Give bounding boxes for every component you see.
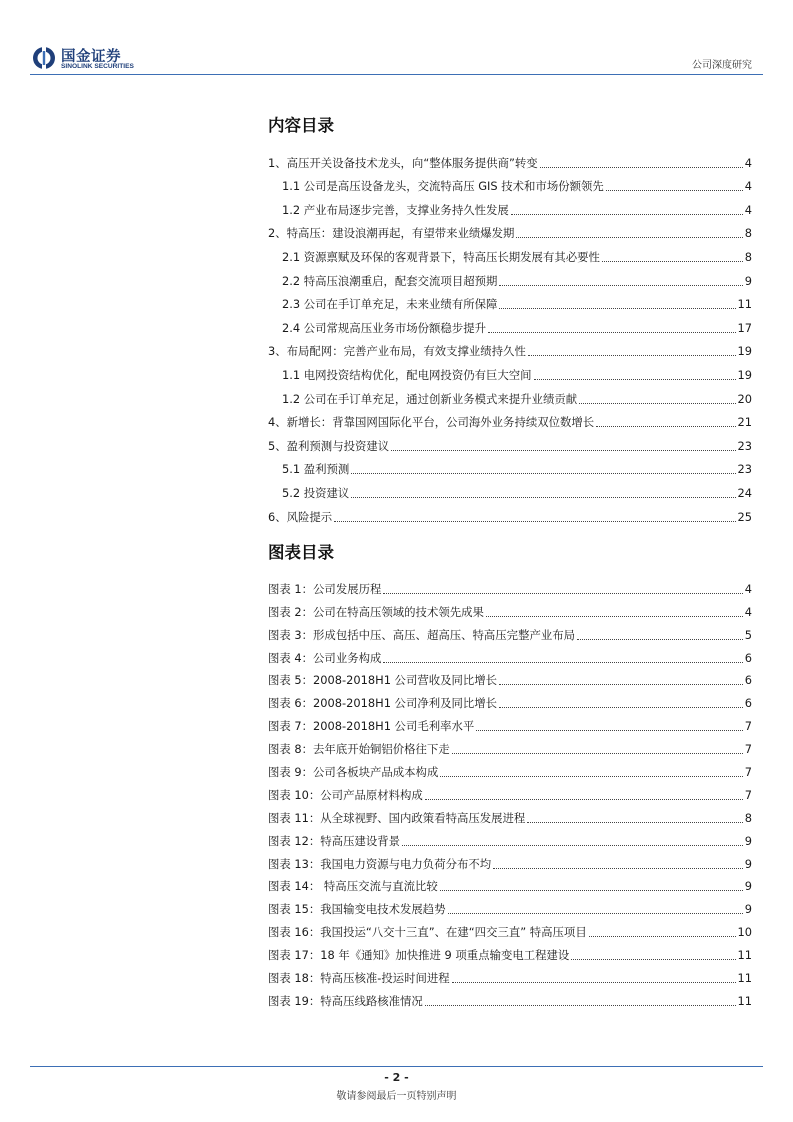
table-of-contents (268, 114, 752, 525)
dot-leader (571, 958, 735, 960)
dot-leader (425, 798, 743, 800)
figure-entry-page: 6 (744, 696, 752, 711)
figure-entry-page: 6 (744, 673, 752, 688)
dot-leader (383, 661, 742, 663)
dot-leader (499, 307, 735, 309)
figure-entry-title: 图表 11：从全球视野、国内政策看特高压发展进程 (268, 810, 526, 825)
figure-entry[interactable] (268, 666, 752, 689)
footer-divider (30, 1066, 763, 1067)
toc-entry-title: 6、风险提示 (268, 509, 333, 524)
figure-entry[interactable] (268, 688, 752, 711)
dot-leader (511, 213, 743, 215)
dot-leader (527, 821, 742, 823)
dot-leader (589, 935, 736, 937)
figure-entry[interactable] (268, 849, 752, 872)
figure-entry-title: 图表 12：特高压建设背景 (268, 833, 401, 848)
figure-entry[interactable] (268, 940, 752, 963)
figure-entry-page: 9 (744, 879, 752, 894)
dot-leader (452, 752, 743, 754)
toc-entry[interactable] (268, 171, 752, 195)
figure-entry-title: 图表 6：2008-2018H1 公司净利及同比增长 (268, 696, 498, 711)
figure-entry-page: 8 (744, 810, 752, 825)
toc-entry-page: 23 (737, 438, 752, 453)
toc-entry-page: 4 (744, 179, 752, 194)
toc-entry-title: 1.1 公司是高压设备龙头，交流特高压 GIS 技术和市场份额领先 (282, 179, 604, 194)
figure-entry-title: 图表 5：2008-2018H1 公司营收及同比增长 (268, 673, 498, 688)
toc-entry[interactable] (268, 477, 752, 501)
logo-chinese-name: 国金证券 (61, 49, 121, 65)
toc-entry-page: 4 (744, 202, 752, 217)
figure-entry[interactable] (268, 574, 752, 597)
figure-list (268, 574, 752, 1009)
figure-entry-page: 5 (744, 627, 752, 642)
dot-leader (425, 1004, 736, 1006)
figure-entry-page: 7 (744, 719, 752, 734)
figure-entry[interactable] (268, 872, 752, 895)
dot-leader (596, 425, 735, 427)
page-header (0, 0, 793, 80)
logo-english-name: SINOLINK SECURITIES (61, 63, 134, 70)
toc-entry-page: 17 (737, 320, 752, 335)
toc-entry-page: 21 (737, 415, 752, 430)
dot-leader (516, 236, 742, 238)
toc-entry-page: 8 (744, 226, 752, 241)
toc-entry-title: 1.2 产业布局逐步完善，支撑业务持久性发展 (282, 202, 509, 217)
dot-leader (499, 284, 742, 286)
dot-leader (351, 472, 735, 474)
figure-entry-page: 4 (744, 604, 752, 619)
dot-leader (476, 729, 742, 731)
toc-entry[interactable] (268, 430, 752, 454)
dot-leader (602, 260, 743, 262)
toc-entry[interactable] (268, 359, 752, 383)
toc-entry-title: 1.2 公司在手订单充足，通过创新业务模式来提升业绩贡献 (282, 391, 578, 406)
toc-entry-title: 4、新增长：背靠国网国际化平台，公司海外业务持续双位数增长 (268, 415, 595, 430)
figure-entry-page: 7 (744, 742, 752, 757)
figure-entry[interactable] (268, 917, 752, 940)
disclaimer-note: 敬请参阅最后一页特别声明 (336, 1091, 457, 1102)
figure-entry-page: 9 (744, 833, 752, 848)
toc-entry-title: 2.1 资源禀赋及环保的客观背景下，特高压长期发展有其必要性 (282, 249, 600, 264)
toc-entry-page: 8 (744, 249, 752, 264)
figure-entry-title: 图表 15：我国输变电技术发展趋势 (268, 902, 446, 917)
figure-entry-page: 6 (744, 650, 752, 665)
figure-entry[interactable] (268, 894, 752, 917)
figure-entry-title: 图表 10：公司产品原材料构成 (268, 787, 423, 802)
figure-entry[interactable] (268, 826, 752, 849)
dot-leader (534, 378, 736, 380)
toc-entry-page: 19 (737, 367, 752, 382)
dot-leader (402, 844, 743, 846)
report-type-label: 公司深度研究 (692, 60, 752, 71)
toc-entry-page: 19 (737, 344, 752, 359)
toc-entry-page: 11 (737, 297, 752, 312)
toc-entry-title: 5、盈利预测与投资建议 (268, 438, 390, 453)
dot-leader (499, 706, 743, 708)
dot-leader (440, 889, 743, 891)
toc-entry-page: 23 (737, 462, 752, 477)
figure-index-title: 图表目录 (268, 543, 334, 562)
toc-entry-title: 2、特高压：建设浪潮再起，有望带来业绩爆发期 (268, 226, 515, 241)
toc-entry-title: 5.2 投资建议 (282, 485, 350, 500)
figure-entry-page: 11 (737, 993, 752, 1008)
toc-entry-page: 20 (737, 391, 752, 406)
page-number: - 2 - (384, 1071, 409, 1084)
dot-leader (334, 520, 735, 522)
dot-leader (499, 683, 743, 685)
figure-entry-title: 图表 7：2008-2018H1 公司毛利率水平 (268, 719, 475, 734)
dot-leader (488, 331, 736, 333)
toc-entry-title: 2.3 公司在手订单充足，未来业绩有所保障 (282, 297, 498, 312)
dot-leader (528, 354, 736, 356)
toc-entry[interactable] (268, 383, 752, 407)
figure-entry-title: 图表 3：形成包括中压、高压、超高压、特高压完整产业布局 (268, 627, 576, 642)
figure-entry[interactable] (268, 643, 752, 666)
figure-entry-title: 图表 19：特高压线路核准情况 (268, 993, 423, 1008)
toc-entry[interactable] (268, 454, 752, 478)
toc-entry[interactable] (268, 407, 752, 431)
toc-entry[interactable] (268, 312, 752, 336)
dot-leader (579, 402, 735, 404)
toc-entry[interactable] (268, 265, 752, 289)
toc-entry-title: 2.2 特高压浪潮重启，配套交流项目超预期 (282, 273, 498, 288)
dot-leader (391, 449, 735, 451)
figure-entry-page: 10 (737, 925, 752, 940)
toc-entry[interactable] (268, 336, 752, 360)
figure-entry-title: 图表 9：公司各板块产品成本构成 (268, 765, 439, 780)
dot-leader (448, 912, 743, 914)
dot-leader (606, 189, 743, 191)
toc-entry[interactable] (268, 501, 752, 525)
figure-entry-page: 7 (744, 765, 752, 780)
figure-entry[interactable] (268, 711, 752, 734)
figure-entry-page: 9 (744, 902, 752, 917)
toc-entry-page: 9 (744, 273, 752, 288)
figure-entry-page: 7 (744, 787, 752, 802)
dot-leader (493, 867, 743, 869)
dot-leader (577, 638, 743, 640)
toc-entry[interactable] (268, 218, 752, 242)
figure-entry-title: 图表 17：18 年《通知》加快推进 9 项重点输变电工程建设 (268, 948, 570, 963)
toc-entry[interactable] (268, 289, 752, 313)
dot-leader (383, 592, 742, 594)
figure-entry-title: 图表 2：公司在特高压领域的技术领先成果 (268, 604, 484, 619)
figure-entry-page: 9 (744, 856, 752, 871)
sinolink-logo-icon (32, 46, 56, 70)
figure-entry-title: 图表 4：公司业务构成 (268, 650, 382, 665)
dot-leader (486, 615, 743, 617)
header-divider (30, 74, 763, 75)
figure-entry-page: 11 (737, 971, 752, 986)
dot-leader (351, 496, 735, 498)
figure-entry-title: 图表 13：我国电力资源与电力负荷分布不均 (268, 856, 492, 871)
dot-leader (440, 775, 742, 777)
figure-entry-page: 11 (737, 948, 752, 963)
figure-entry-title: 图表 16：我国投运“八交十三直”、在建“四交三直” 特高压项目 (268, 925, 587, 940)
toc-title: 内容目录 (268, 116, 334, 135)
toc-entry-page: 25 (737, 509, 752, 524)
toc-entry[interactable] (268, 194, 752, 218)
figure-entry[interactable] (268, 780, 752, 803)
toc-entry-title: 2.4 公司常规高压业务市场份额稳步提升 (282, 320, 486, 335)
toc-entry-title: 1.1 电网投资结构优化，配电网投资仍有巨大空间 (282, 367, 532, 382)
toc-list (268, 147, 752, 525)
figure-index (268, 541, 752, 1009)
figure-entry-title: 图表 8：去年底开始铜铝价格往下走 (268, 742, 450, 757)
toc-entry-title: 5.1 盈利预测 (282, 462, 350, 477)
toc-entry[interactable] (268, 241, 752, 265)
figure-entry[interactable] (268, 597, 752, 620)
toc-entry[interactable] (268, 147, 752, 171)
figure-entry[interactable] (268, 757, 752, 780)
figure-entry-title: 图表 14： 特高压交流与直流比较 (268, 879, 438, 894)
dot-leader (452, 981, 736, 983)
figure-entry[interactable] (268, 803, 752, 826)
figure-entry[interactable] (268, 963, 752, 986)
figure-entry[interactable] (268, 986, 752, 1009)
toc-entry-page: 24 (737, 485, 752, 500)
company-logo (32, 44, 152, 74)
figure-entry[interactable] (268, 620, 752, 643)
figure-entry-title: 图表 1：公司发展历程 (268, 581, 382, 596)
toc-entry-title: 1、高压开关设备技术龙头，向“整体服务提供商”转变 (268, 155, 538, 170)
toc-entry-title: 3、布局配网：完善产业布局，有效支撑业绩持久性 (268, 344, 526, 359)
figure-entry-title: 图表 18：特高压核准-投运时间进程 (268, 971, 450, 986)
figure-entry[interactable] (268, 734, 752, 757)
toc-entry-page: 4 (744, 155, 752, 170)
figure-entry-page: 4 (744, 581, 752, 596)
dot-leader (540, 166, 743, 168)
